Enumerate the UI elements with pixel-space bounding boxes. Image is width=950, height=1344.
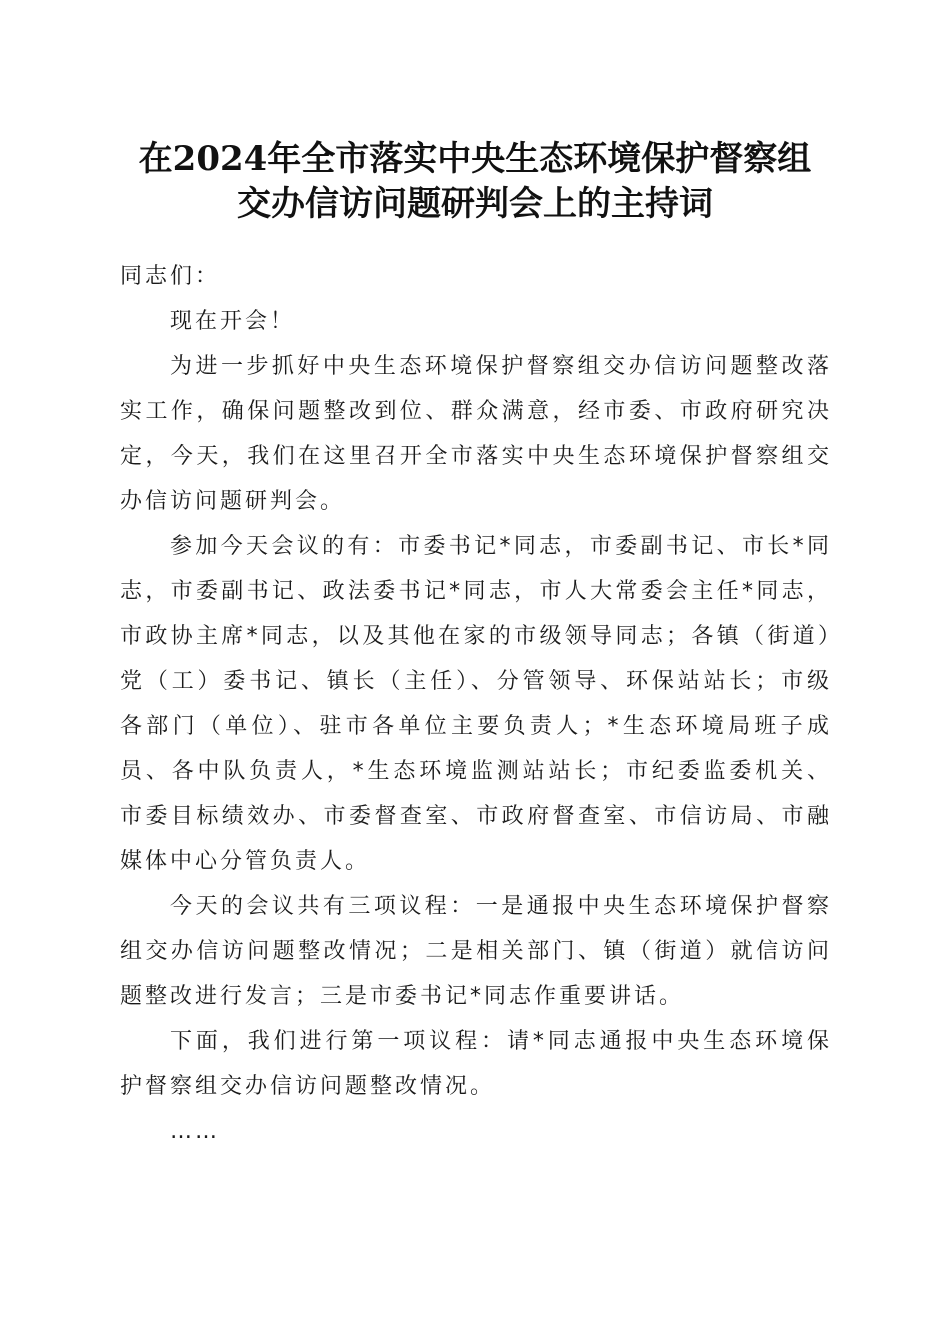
document-body <box>120 254 832 1154</box>
paragraph-purpose: 为进一步抓好中央生态环境保护督察组交办信访问题整改落实工作，确保问题整改到位、群众满意，经市委、市政府研究决定，今天，我们在这里召开全市落实中央生态环境保护督察组交办信访问题研判会。 <box>120 354 832 514</box>
paragraph-opening: 现在开会！ <box>170 309 296 334</box>
document-title-line-2: 交办信访问题研判会上的主持词 <box>237 184 713 224</box>
salutation: 同志们： <box>120 264 221 289</box>
document-title-line-1: 在2024年全市落实中央生态环境保护督察组 <box>138 139 812 179</box>
paragraph-first-item: 下面，我们进行第一项议程：请*同志通报中央生态环境保护督察组交办信访问题整改情况。 <box>120 1029 832 1099</box>
paragraph-attendees: 参加今天会议的有：市委书记*同志，市委副书记、市长*同志，市委副书记、政法委书记*同志，市人大常委会主任*同志，市政协主席*同志，以及其他在家的市级领导同志；各镇（街道）党（工）委书记、镇长（主任）、分管领导、环保站站长；市级各部门（单位）、驻市各单位主要负责人；*生态环境局班子成员、各中队负责人，*生态环境监测站站长；市纪委监委机关、市委目标绩效办、市委督查室、市政府督查室、市信访局、市融媒体中心分管负责人。 <box>120 534 832 874</box>
paragraph-ellipsis: …… <box>170 1119 220 1144</box>
paragraph-agenda: 今天的会议共有三项议程：一是通报中央生态环境保护督察组交办信访问题整改情况；二是相关部门、镇（街道）就信访问题整改进行发言；三是市委书记*同志作重要讲话。 <box>120 894 832 1009</box>
